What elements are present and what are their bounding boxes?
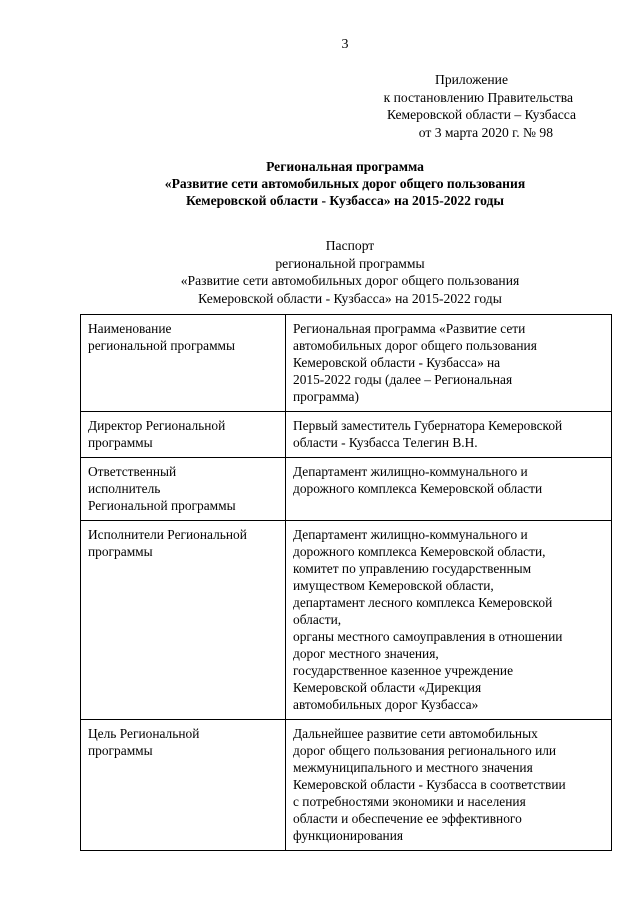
- appendix-line: Приложение: [435, 72, 508, 87]
- cell-text-line: Кемеровской области - Кузбасса» на: [293, 355, 501, 370]
- cell-text-line: Ответственный: [88, 464, 177, 479]
- program-title: [60, 158, 630, 210]
- passport-title-line: Паспорт: [325, 238, 375, 253]
- cell-text-line: комитет по управлению государственным: [293, 561, 532, 576]
- cell-text-line: Дальнейшее развитие сети автомобильных: [293, 726, 538, 741]
- cell-text-line: Первый заместитель Губернатора Кемеровской: [293, 418, 563, 433]
- cell-text-line: области,: [293, 612, 342, 627]
- cell-text-line: исполнитель: [88, 481, 161, 496]
- program-title-line: Кемеровской области - Кузбасса» на 2015-2022 годы: [185, 193, 505, 209]
- cell-text-line: Наименование: [88, 321, 172, 336]
- passport-table-body: [81, 315, 612, 851]
- cell-text-line: автомобильных дорог общего пользования: [293, 338, 537, 353]
- table-cell-label: [81, 458, 286, 521]
- cell-text-line: с потребностями экономики и населения: [293, 794, 526, 809]
- table-cell-value: [286, 315, 612, 412]
- table-cell-value: [286, 412, 612, 458]
- appendix-header: [330, 71, 580, 141]
- passport-title-line: региональной программы: [275, 255, 425, 271]
- cell-text-line: Кемеровской области - Кузбасса в соответствии: [293, 777, 566, 792]
- cell-text-line: Исполнители Региональной: [88, 527, 247, 542]
- appendix-line: Кемеровской области – Кузбасса: [386, 107, 576, 123]
- table-cell-value: [286, 458, 612, 521]
- table-row: [81, 412, 612, 458]
- table-cell-value: [286, 720, 612, 851]
- table-cell-label: [81, 521, 286, 720]
- cell-text-line: региональной программы: [88, 338, 236, 353]
- cell-text-line: дорог общего пользования регионального или: [293, 743, 557, 758]
- cell-text-line: дорожного комплекса Кемеровской области: [293, 481, 543, 496]
- cell-text-line: области и обеспечение ее эффективного: [293, 811, 522, 826]
- passport-table: [80, 314, 612, 851]
- cell-text-line: Кемеровской области «Дирекция: [293, 680, 482, 695]
- cell-text-line: Региональная программа «Развитие сети: [293, 321, 526, 336]
- cell-text-line: 2015-2022 годы (далее – Региональная: [293, 372, 513, 387]
- table-cell-value: [286, 521, 612, 720]
- cell-text-line: Департамент жилищно-коммунального и: [293, 527, 528, 542]
- cell-text-line: функционирования: [293, 828, 404, 843]
- table-cell-label: [81, 412, 286, 458]
- page-number: 3: [341, 37, 349, 52]
- cell-text-line: Департамент жилищно-коммунального и: [293, 464, 528, 479]
- cell-text-line: межмуниципального и местного значения: [293, 760, 533, 775]
- cell-text-line: государственное казенное учреждение: [293, 663, 514, 678]
- table-cell-label: [81, 720, 286, 851]
- passport-title-line: Кемеровской области - Кузбасса» на 2015-2022 годы: [198, 290, 502, 306]
- program-title-line: «Развитие сети автомобильных дорог общего пользования: [164, 176, 526, 192]
- cell-text-line: дорожного комплекса Кемеровской области,: [293, 544, 546, 559]
- cell-text-line: программы: [88, 435, 153, 450]
- table-row: [81, 521, 612, 720]
- cell-text-line: Региональной программы: [88, 498, 236, 513]
- cell-text-line: программа): [293, 389, 359, 404]
- cell-text-line: органы местного самоуправления в отношении: [293, 629, 563, 644]
- cell-text-line: автомобильных дорог Кузбасса»: [293, 697, 479, 712]
- cell-text-line: программы: [88, 544, 153, 559]
- cell-text-line: Директор Региональной: [88, 418, 226, 433]
- cell-text-line: Цель Региональной: [88, 726, 200, 741]
- passport-title: [60, 237, 640, 307]
- cell-text-line: области - Кузбасса Телегин В.Н.: [293, 435, 478, 450]
- table-row: [81, 720, 612, 851]
- passport-title-line: «Развитие сети автомобильных дорог общего пользования: [180, 273, 520, 289]
- cell-text-line: департамент лесного комплекса Кемеровской: [293, 595, 553, 610]
- table-row: [81, 315, 612, 412]
- cell-text-line: программы: [88, 743, 153, 758]
- table-cell-label: [81, 315, 286, 412]
- appendix-line: от 3 марта 2020 г. № 98: [418, 124, 553, 140]
- appendix-line: к постановлению Правительства: [383, 89, 573, 105]
- program-title-line: Региональная программа: [266, 159, 424, 174]
- table-row: [81, 458, 612, 521]
- cell-text-line: дорог местного значения,: [293, 646, 439, 661]
- cell-text-line: имуществом Кемеровской области,: [293, 578, 494, 593]
